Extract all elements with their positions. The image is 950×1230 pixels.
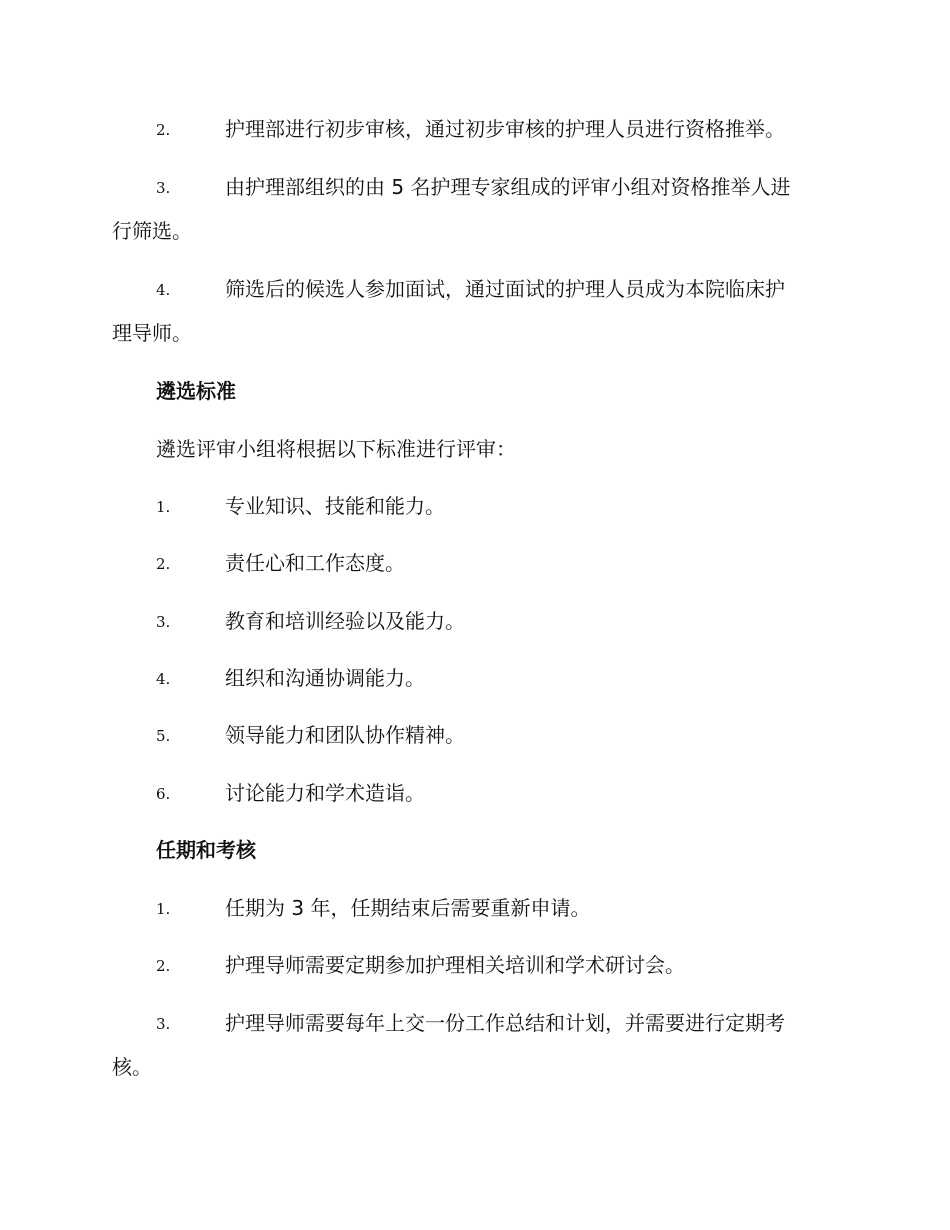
list-number: 4. [156, 281, 171, 299]
section-heading: 遴选标准 [156, 379, 236, 403]
list-number: 2. [156, 121, 171, 139]
list-item-text: 组织和沟通协调能力。 [225, 666, 425, 690]
list-number: 2. [156, 555, 171, 573]
list-number: 2. [156, 957, 171, 975]
section-heading: 任期和考核 [156, 838, 256, 862]
list-number: 1. [156, 498, 171, 516]
list-number: 4. [156, 670, 171, 688]
list-item-text-continued: 核。 [112, 1055, 152, 1079]
section-intro: 遴选评审小组将根据以下标准进行评审： [156, 437, 516, 461]
list-item-text-continued: 理导师。 [112, 321, 192, 345]
list-item-text: 专业知识、技能和能力。 [225, 494, 445, 518]
list-number: 5. [156, 727, 171, 745]
list-item-text-continued: 行筛选。 [112, 219, 192, 243]
list-item-text: 护理导师需要定期参加护理相关培训和学术研讨会。 [225, 953, 685, 977]
list-item-text: 护理部进行初步审核，通过初步审核的护理人员进行资格推举。 [225, 117, 785, 141]
list-item-text: 护理导师需要每年上交一份工作总结和计划，并需要进行定期考 [225, 1011, 785, 1035]
list-item-text: 教育和培训经验以及能力。 [225, 609, 465, 633]
list-number: 3. [156, 1015, 171, 1033]
list-number: 3. [156, 613, 171, 631]
list-number: 3. [156, 179, 171, 197]
list-item-text: 领导能力和团队协作精神。 [225, 723, 465, 747]
list-number: 6. [156, 785, 171, 803]
list-item-text: 由护理部组织的由 5 名护理专家组成的评审小组对资格推举人进 [225, 175, 791, 199]
list-item-text: 任期为 3 年，任期结束后需要重新申请。 [225, 896, 591, 920]
list-item-text: 讨论能力和学术造诣。 [225, 781, 425, 805]
list-number: 1. [156, 900, 171, 918]
list-item-text: 筛选后的候选人参加面试，通过面试的护理人员成为本院临床护 [225, 277, 785, 301]
list-item-text: 责任心和工作态度。 [225, 551, 405, 575]
